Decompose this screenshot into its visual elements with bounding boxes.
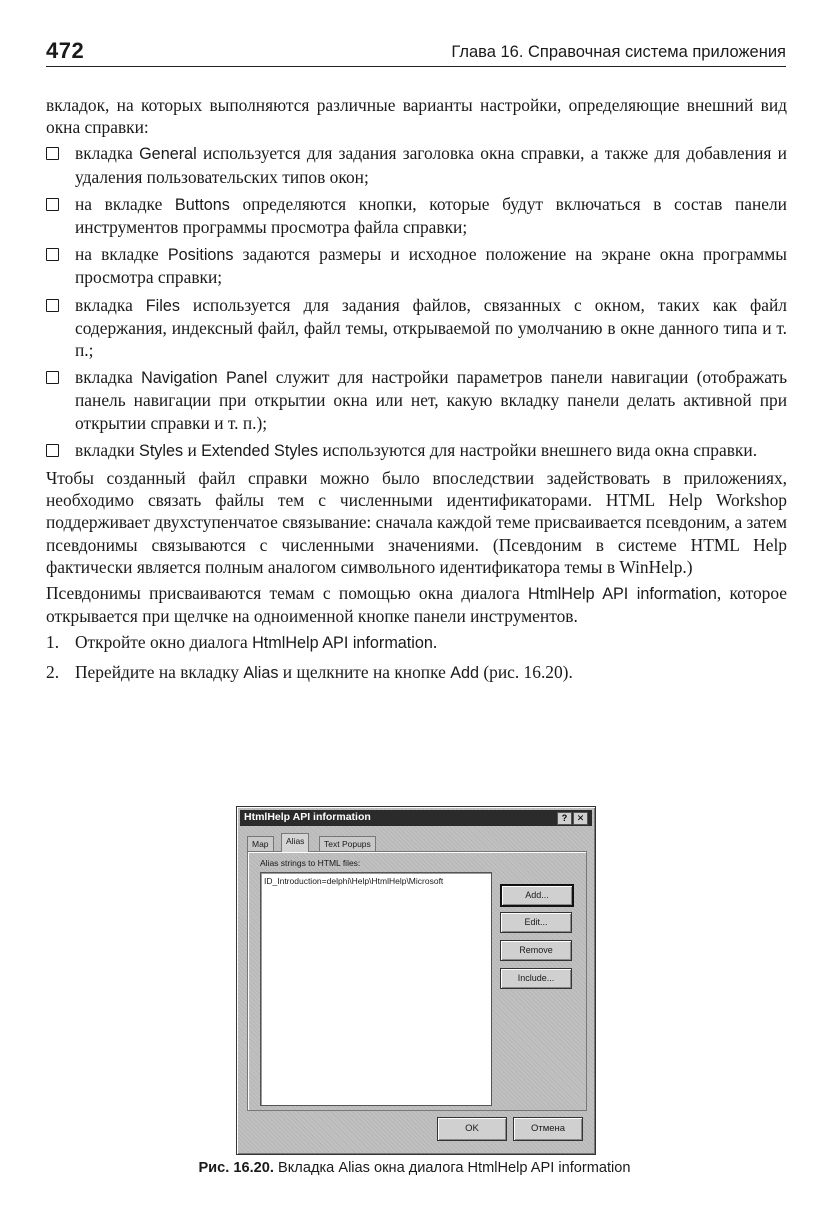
ui-term: General (139, 145, 197, 164)
figure-caption-text: Вкладка Alias окна диалога HtmlHelp API information (273, 1160, 631, 1176)
dialog-titlebar (240, 810, 592, 826)
tab-text-popups[interactable]: Text Popups (319, 836, 376, 851)
ui-term: HtmlHelp API information (528, 585, 717, 604)
help-button[interactable]: ? (557, 812, 572, 825)
list-item[interactable]: ID_Introduction=delphi\Help\HtmlHelp\Microsoft (264, 876, 444, 886)
ui-term: Add (450, 663, 479, 682)
checkbox-bullet-icon (46, 248, 59, 261)
step-number: 1. (46, 632, 60, 653)
list-item: вкладки Styles и Extended Styles используются для настройки внешнего вида окна справки. (46, 439, 787, 462)
htmlhelp-api-dialog (236, 806, 596, 1155)
checkbox-bullet-icon (46, 371, 59, 384)
include-button[interactable]: Include... (500, 968, 572, 989)
list-item: вкладка Files используется для задания файлов, связанных с окном, таких как файл содержания, индексный файл, файл темы, открываемой по умолчанию в окне данного типа и т. п.; (46, 294, 787, 362)
ui-term: Extended Styles (201, 441, 319, 460)
paragraph: Чтобы созданный файл справки можно было впоследствии задействовать в приложениях, необходимо связать файлы тем с численными идентификаторами. HTML Help Workshop поддерживает двухступенчатое связывание: сначала каждой теме присваивается псевдоним, а затем псевдонимы связываются с численными значениями. (Псевдоним в системе HTML Help фактически является полным аналогом символьного идентификатора темы в WinHelp.) (46, 468, 787, 577)
step-item: 2. Перейдите на вкладку Alias и щелкните на кнопке Add (рис. 16.20). (46, 661, 573, 682)
remove-button[interactable]: Remove (500, 940, 572, 961)
step-number: 2. (46, 661, 60, 682)
alias-listbox[interactable] (260, 872, 492, 1106)
list-item: на вкладке Positions задаются размеры и исходное положение на экране окна программы просмотра справки; (46, 243, 787, 288)
checkbox-bullet-icon (46, 198, 59, 211)
figure-label: Рис. 16.20. (198, 1160, 274, 1176)
step-item: 1. Откройте окно диалога HtmlHelp API information. (46, 632, 438, 653)
figure-caption (0, 1160, 829, 1176)
page-number: 472 (46, 38, 85, 63)
body-text (46, 94, 787, 690)
ui-term: HtmlHelp API information (252, 634, 433, 653)
ui-term: Files (145, 296, 180, 315)
edit-button[interactable]: Edit... (500, 912, 572, 933)
alias-list-label: Alias strings to HTML files: (260, 858, 361, 868)
checkbox-bullet-icon (46, 147, 59, 160)
dialog-title: HtmlHelp API information (244, 811, 371, 823)
list-item: на вкладке Buttons определяются кнопки, которые будут включаться в состав панели инструментов программы просмотра файла справки; (46, 193, 787, 238)
list-item: вкладка General используется для задания заголовка окна справки, а также для добавления и удаления пользовательских типов окон; (46, 142, 787, 187)
cancel-button[interactable]: Отмена (513, 1117, 583, 1141)
add-button[interactable]: Add... (500, 884, 574, 907)
tab-list (46, 142, 787, 462)
list-item: вкладка Navigation Panel служит для настройки параметров панели навигации (отображать панель навигации при открытии окна или нет, какую вкладку панели делать активной при открытии справки и т. п.); (46, 366, 787, 434)
page-header (46, 36, 786, 67)
running-title: Глава 16. Справочная система приложения (451, 43, 786, 61)
tab-alias[interactable]: Alias (281, 833, 309, 852)
intro-paragraph: вкладок, на которых выполняются различные варианты настройки, определяющие внешний вид окна справки: (46, 95, 787, 138)
checkbox-bullet-icon (46, 444, 59, 457)
close-button[interactable]: ✕ (573, 812, 588, 825)
steps-list (46, 631, 787, 683)
ui-term: Styles (139, 441, 184, 460)
paragraph: Псевдонимы присваиваются темам с помощью окна диалога HtmlHelp API information, которое открывается при щелчке на одноименной кнопке панели инструментов. (46, 583, 787, 627)
tab-map[interactable]: Map (247, 836, 274, 851)
ui-term: Alias (243, 663, 279, 682)
ui-term: Buttons (174, 195, 230, 214)
checkbox-bullet-icon (46, 299, 59, 312)
ui-term: Positions (167, 246, 234, 265)
ui-term: Navigation Panel (141, 369, 268, 388)
alias-tab-panel (247, 851, 587, 1111)
ok-button[interactable]: OK (437, 1117, 507, 1141)
